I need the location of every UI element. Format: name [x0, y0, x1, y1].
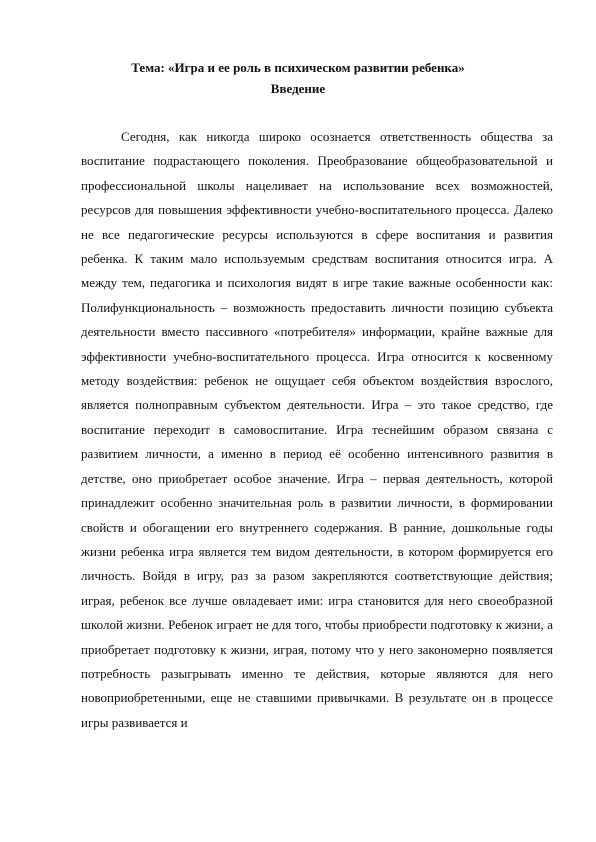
document-title: Тема: «Игра и ее роль в психическом развитии ребенка» [131, 60, 465, 75]
section-heading: Введение [270, 81, 326, 96]
body-paragraph: Сегодня, как никогда широко осознается ответственность общества за воспитание подрастающего поколения. Преобразование общеобразовательной и профессиональной школы нацеливает на использование всех возможностей, ресурсов для повышения эффективности учебно-воспитательного процесса. Далеко не все педагогические ресурсы используются в сфере воспитания и развития ребенка. К таким мало используемым средствам воспитания относится игра. А между тем, педагогика и психология видят в игре такие важные особенности как: Полифункциональность – возможность предоставить личности позицию субъекта деятельности вместо пассивного «потребителя» информации, крайне важные для эффективности учебно-воспитательного процесса. Игра относится к косвенному методу воздействия: ребенок не ощущает себя объектом воздействия взрослого, является полноправным субъектом деятельности. Игра – это такое средство, где воспитание переходит в самовоспитание. Игра теснейшим образом связана с развитием личности, а именно в период её особенно интенсивного развития в детстве, оно приобретает особое значение. Игра – первая деятельность, которой принадлежит особенно значительная роль в развитии личности, в формировании свойств и обогащении его внутреннего содержания. В ранние, дошкольные годы жизни ребенка игра является тем видом деятельности, в котором формируется его личность. Войдя в игру, раз за разом закрепляются соответствующие действия; играя, ребенок все лучше овладевает ими: игра становится для него своеобразной школой жизни. Ребенок играет не для того, чтобы приобрести подготовку к жизни, а приобретает подготовку к жизни, играя, потому что у него закономерно появляется потребность разыгрывать именно те действия, которые являются для него новоприобретенными, еще не ставшими привычками. В результате он в процессе игры развивается и [81, 129, 553, 730]
